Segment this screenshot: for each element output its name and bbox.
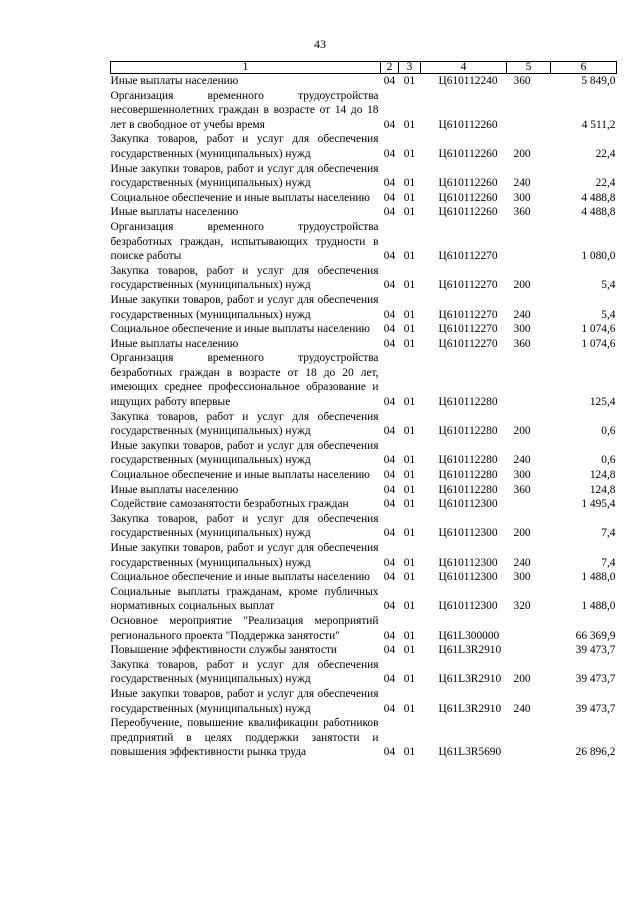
row-pr: 01	[403, 323, 416, 336]
row-vr: 200	[513, 147, 531, 160]
table-row	[111, 570, 617, 585]
row-vr: 360	[513, 337, 531, 350]
row-csr: Ц610112260	[438, 177, 498, 190]
row-sum: 5,4	[601, 279, 616, 292]
row-rz: 04	[383, 118, 396, 131]
table-row	[111, 351, 617, 409]
row-rz: 04	[383, 702, 396, 715]
row-sum: 1 488,0	[581, 600, 616, 613]
row-pr: 01	[403, 702, 416, 715]
row-csr: Ц61L3R5690	[438, 746, 502, 759]
table-row	[111, 264, 617, 293]
row-name: Иные закупки товаров, работ и услуг для обеспечения государственных (муниципальных) нужд	[110, 687, 379, 715]
row-rz: 04	[383, 396, 396, 409]
row-sum: 39 473,7	[575, 644, 616, 657]
table-row	[111, 687, 617, 716]
table-row	[111, 132, 617, 161]
row-csr: Ц61L3R2910	[438, 702, 502, 715]
table-row	[111, 410, 617, 439]
table-row	[111, 483, 617, 498]
row-sum: 1 074,6	[581, 337, 616, 350]
page-number: 43	[314, 37, 326, 51]
row-name: Организация временного трудоустройства безработных граждан, испытывающих трудности в поиске работы	[110, 220, 379, 263]
row-rz: 04	[383, 498, 396, 511]
table-row	[111, 337, 617, 352]
row-name: Социальное обеспечение и иные выплаты населению	[110, 571, 370, 584]
row-rz: 04	[383, 337, 396, 350]
row-csr: Ц610112280	[438, 425, 498, 438]
row-name: Социальное обеспечение и иные выплаты населению	[110, 191, 370, 204]
row-vr: 360	[513, 206, 531, 219]
row-csr: Ц610112260	[438, 147, 498, 160]
row-pr: 01	[403, 337, 416, 350]
row-vr: 240	[513, 702, 531, 715]
row-rz: 04	[383, 483, 396, 496]
row-name: Закупка товаров, работ и услуг для обеспечения государственных (муниципальных) нужд	[110, 410, 379, 438]
row-csr: Ц610112240	[438, 75, 498, 87]
row-sum: 4 488,8	[581, 206, 616, 219]
row-vr: 300	[513, 323, 531, 336]
row-sum: 124,8	[589, 483, 616, 496]
row-csr: Ц610112260	[438, 206, 498, 219]
row-vr: 240	[513, 177, 531, 190]
row-csr: Ц610112300	[438, 571, 498, 584]
row-sum: 0,6	[601, 425, 616, 438]
table-row	[111, 585, 617, 614]
row-name: Организация временного трудоустройства безработных граждан в возрасте от 18 до 20 лет, имеющих среднее профессиональное образование и ищущих работу впервые	[110, 352, 379, 409]
row-pr: 01	[403, 118, 416, 131]
row-name: Социальное обеспечение и иные выплаты населению	[110, 469, 370, 482]
row-sum: 4 488,8	[581, 191, 616, 204]
row-rz: 04	[383, 191, 396, 204]
row-pr: 01	[403, 483, 416, 496]
row-csr: Ц610112280	[438, 454, 498, 467]
table-row	[111, 322, 617, 337]
row-sum: 5,4	[601, 308, 616, 321]
row-pr: 01	[403, 308, 416, 321]
row-rz: 04	[383, 746, 396, 759]
table-row	[111, 293, 617, 322]
row-name: Закупка товаров, работ и услуг для обеспечения государственных (муниципальных) нужд	[110, 512, 379, 540]
table-row	[111, 497, 617, 512]
row-vr: 240	[513, 454, 531, 467]
row-name: Закупка товаров, работ и услуг для обеспечения государственных (муниципальных) нужд	[110, 658, 379, 686]
row-pr: 01	[403, 75, 416, 87]
row-sum: 5 849,0	[581, 75, 616, 87]
row-name: Основное мероприятие "Реализация мероприятий регионального проекта "Поддержка занятости"	[110, 614, 379, 642]
header-col-2: 2	[381, 62, 399, 74]
row-vr: 240	[513, 308, 531, 321]
row-sum: 1 080,0	[581, 250, 616, 263]
row-sum: 22,4	[595, 177, 616, 190]
row-name: Иные выплаты населению	[110, 483, 239, 496]
table-row	[111, 74, 617, 89]
row-csr: Ц61L300000	[438, 629, 500, 642]
row-rz: 04	[383, 425, 396, 438]
row-vr	[507, 497, 551, 512]
row-vr: 300	[513, 571, 531, 584]
row-vr: 320	[513, 600, 531, 613]
table-row	[111, 205, 617, 220]
row-name: Содействие самозанятости безработных граждан	[110, 498, 349, 511]
row-csr: Ц610112270	[438, 323, 498, 336]
row-vr	[507, 643, 551, 658]
row-csr: Ц610112300	[438, 527, 498, 540]
row-rz: 04	[383, 571, 396, 584]
row-name: Иные закупки товаров, работ и услуг для обеспечения государственных (муниципальных) нужд	[110, 439, 379, 467]
row-pr: 01	[403, 600, 416, 613]
row-pr: 01	[403, 469, 416, 482]
row-vr	[507, 614, 551, 643]
row-sum: 7,4	[601, 556, 616, 569]
row-sum: 39 473,7	[575, 702, 616, 715]
row-csr: Ц610112260	[438, 191, 498, 204]
row-rz: 04	[383, 250, 396, 263]
row-name: Иные выплаты населению	[110, 337, 239, 350]
row-pr: 01	[403, 644, 416, 657]
row-sum: 7,4	[601, 527, 616, 540]
header-col-1: 1	[111, 62, 381, 74]
row-pr: 01	[403, 527, 416, 540]
row-csr: Ц610112300	[438, 498, 498, 511]
row-name: Закупка товаров, работ и услуг для обеспечения государственных (муниципальных) нужд	[110, 264, 379, 292]
row-pr: 01	[403, 571, 416, 584]
row-rz: 04	[383, 454, 396, 467]
table-row	[111, 643, 617, 658]
row-rz: 04	[383, 206, 396, 219]
row-sum: 1 495,4	[581, 498, 616, 511]
table-row	[111, 716, 617, 760]
row-pr: 01	[403, 147, 416, 160]
row-vr	[507, 89, 551, 133]
row-name: Иные закупки товаров, работ и услуг для обеспечения государственных (муниципальных) нужд	[110, 293, 379, 321]
row-sum: 0,6	[601, 454, 616, 467]
row-sum: 125,4	[589, 396, 616, 409]
row-rz: 04	[383, 177, 396, 190]
header-col-3: 3	[399, 62, 421, 74]
row-pr: 01	[403, 177, 416, 190]
row-csr: Ц610112280	[438, 396, 498, 409]
row-vr: 360	[513, 75, 531, 87]
row-csr: Ц610112300	[438, 600, 498, 613]
row-csr: Ц610112270	[438, 279, 498, 292]
row-pr: 01	[403, 556, 416, 569]
row-sum: 22,4	[595, 147, 616, 160]
header-col-6: 6	[551, 62, 617, 74]
row-name: Иные закупки товаров, работ и услуг для обеспечения государственных (муниципальных) нужд	[110, 542, 379, 569]
row-csr: Ц610112280	[438, 469, 498, 482]
row-pr: 01	[403, 250, 416, 263]
table-row	[111, 89, 617, 133]
row-csr: Ц61L3R2910	[438, 644, 502, 657]
row-rz: 04	[383, 527, 396, 540]
row-rz: 04	[383, 644, 396, 657]
budget-table	[110, 61, 617, 760]
row-name: Организация временного трудоустройства несовершеннолетних граждан в возрасте от 14 до 18 лет в свободное от учебы время	[110, 89, 379, 131]
table-row	[111, 191, 617, 206]
row-pr: 01	[403, 279, 416, 292]
table-row	[111, 614, 617, 643]
row-rz: 04	[383, 629, 396, 642]
row-vr: 240	[513, 556, 531, 569]
row-pr: 01	[403, 454, 416, 467]
row-sum: 66 369,9	[575, 629, 616, 642]
row-csr: Ц610112260	[438, 118, 498, 131]
row-vr	[507, 716, 551, 760]
row-name: Иные выплаты населению	[110, 206, 239, 219]
table-row	[111, 162, 617, 191]
row-sum: 124,8	[589, 469, 616, 482]
row-vr: 200	[513, 279, 531, 292]
row-vr: 200	[513, 673, 531, 686]
row-vr: 360	[513, 483, 531, 496]
row-pr: 01	[403, 191, 416, 204]
row-csr: Ц610112270	[438, 337, 498, 350]
row-name: Повышение эффективности службы занятости	[110, 644, 337, 657]
row-name: Социальное обеспечение и иные выплаты населению	[110, 323, 370, 336]
row-vr	[507, 351, 551, 409]
row-name: Иные выплаты населению	[110, 75, 239, 87]
row-vr: 200	[513, 527, 531, 540]
row-rz: 04	[383, 556, 396, 569]
table-row	[111, 512, 617, 541]
row-rz: 04	[383, 323, 396, 336]
row-sum: 39 473,7	[575, 673, 616, 686]
header-col-4: 4	[421, 62, 507, 74]
row-pr: 01	[403, 746, 416, 759]
row-name: Закупка товаров, работ и услуг для обеспечения государственных (муниципальных) нужд	[110, 133, 379, 160]
table-row	[111, 658, 617, 687]
row-sum: 1 488,0	[581, 571, 616, 584]
row-csr: Ц61L3R2910	[438, 673, 502, 686]
row-name: Иные закупки товаров, работ и услуг для обеспечения государственных (муниципальных) нужд	[110, 162, 379, 190]
row-pr: 01	[403, 673, 416, 686]
row-rz: 04	[383, 673, 396, 686]
row-rz: 04	[383, 308, 396, 321]
header-col-5: 5	[507, 62, 551, 74]
row-pr: 01	[403, 498, 416, 511]
row-vr: 200	[513, 425, 531, 438]
row-rz: 04	[383, 75, 396, 87]
row-pr: 01	[403, 206, 416, 219]
row-rz: 04	[383, 147, 396, 160]
row-csr: Ц610112270	[438, 250, 498, 263]
row-csr: Ц610112270	[438, 308, 498, 321]
row-csr: Ц610112280	[438, 483, 498, 496]
row-rz: 04	[383, 469, 396, 482]
row-rz: 04	[383, 279, 396, 292]
table-row	[111, 439, 617, 468]
row-name: Переобучение, повышение квалификации работников предприятий в целях поддержки занятости и повышения эффективности рынка труда	[110, 717, 379, 759]
table-row	[111, 220, 617, 264]
table-header-row	[111, 62, 617, 74]
row-pr: 01	[403, 629, 416, 642]
row-pr: 01	[403, 425, 416, 438]
row-name: Социальные выплаты гражданам, кроме публичных нормативных социальных выплат	[110, 585, 379, 613]
row-vr	[507, 220, 551, 264]
row-sum: 1 074,6	[581, 323, 616, 336]
row-rz: 04	[383, 600, 396, 613]
row-vr: 300	[513, 191, 531, 204]
table-row	[111, 468, 617, 483]
row-pr: 01	[403, 396, 416, 409]
row-vr: 300	[513, 469, 531, 482]
table-row	[111, 541, 617, 570]
row-csr: Ц610112300	[438, 556, 498, 569]
row-sum: 26 896,2	[575, 746, 616, 759]
row-sum: 4 511,2	[581, 118, 616, 131]
